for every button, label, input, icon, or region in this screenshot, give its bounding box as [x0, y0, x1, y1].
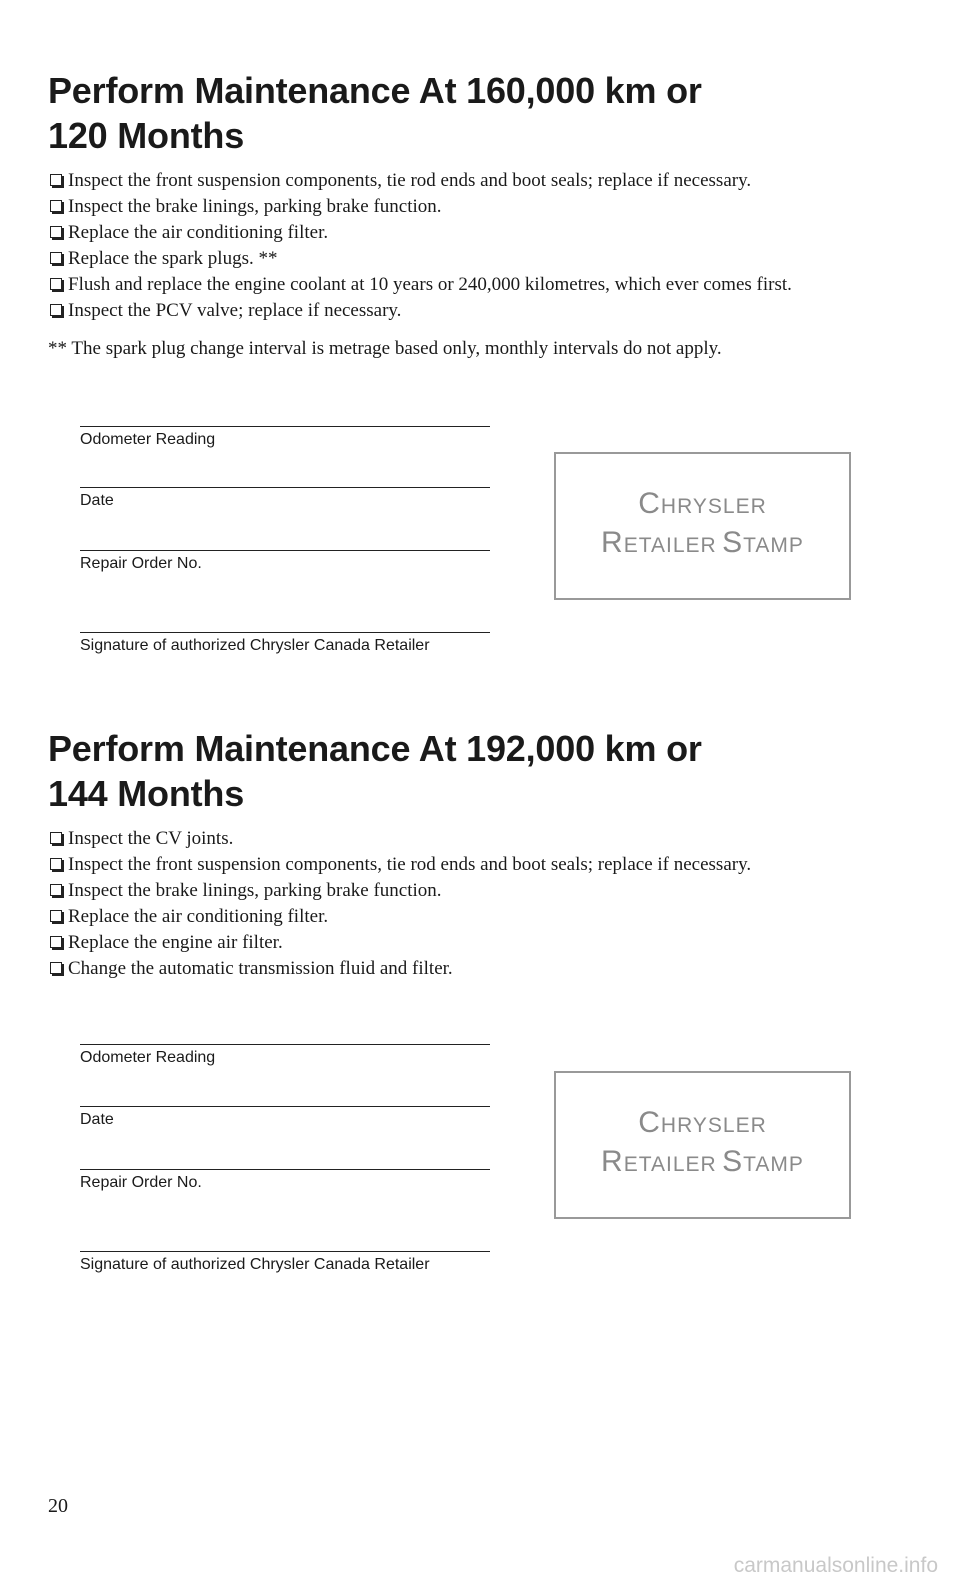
page-number: 20 — [48, 1495, 68, 1517]
checklist — [48, 168, 928, 324]
checklist — [48, 826, 928, 982]
signature-line — [80, 632, 490, 633]
checklist-item: Inspect the front suspension components, tie rod ends and boot seals; replace if necessary. — [48, 168, 928, 194]
checkbox-icon[interactable] — [50, 832, 62, 844]
checklist-item: Inspect the front suspension components, tie rod ends and boot seals; replace if necessary. — [48, 852, 928, 878]
odometer-field[interactable]: Odometer Reading — [80, 426, 490, 449]
checkbox-icon[interactable] — [50, 962, 62, 974]
section-title: Perform Maintenance At 160,000 km or 120 Months — [48, 70, 702, 156]
repair-order-field[interactable]: Repair Order No. — [80, 1169, 490, 1192]
checklist-item: Replace the air conditioning filter. — [48, 904, 928, 930]
footnote: ** The spark plug change interval is metrage based only, monthly intervals do not apply. — [48, 338, 722, 359]
checklist-item: Change the automatic transmission fluid and filter. — [48, 956, 928, 982]
maintenance-section-160000 — [48, 68, 928, 362]
signature-line — [80, 1169, 490, 1170]
checklist-item: Inspect the brake linings, parking brake function. — [48, 878, 928, 904]
signature-line — [80, 1106, 490, 1107]
retailer-stamp-box: CHRYSLER RETAILER STAMP — [554, 1071, 851, 1219]
signature-line — [80, 426, 490, 427]
checkbox-icon[interactable] — [50, 226, 62, 238]
checklist-item: Replace the air conditioning filter. — [48, 220, 928, 246]
watermark: carmanualsonline.info — [733, 1554, 938, 1577]
signature-line — [80, 1251, 490, 1252]
checkbox-icon[interactable] — [50, 884, 62, 896]
checkbox-icon[interactable] — [50, 910, 62, 922]
odometer-field[interactable]: Odometer Reading — [80, 1044, 490, 1067]
checkbox-icon[interactable] — [50, 252, 62, 264]
date-field[interactable]: Date — [80, 487, 490, 510]
signature-field[interactable]: Signature of authorized Chrysler Canada Retailer — [80, 632, 490, 655]
checkbox-icon[interactable] — [50, 858, 62, 870]
checklist-item: Replace the engine air filter. — [48, 930, 928, 956]
checkbox-icon[interactable] — [50, 936, 62, 948]
checklist-item: Inspect the brake linings, parking brake function. — [48, 194, 928, 220]
checklist-item: Replace the spark plugs. ** — [48, 246, 928, 272]
signature-field[interactable]: Signature of authorized Chrysler Canada Retailer — [80, 1251, 490, 1274]
checkbox-icon[interactable] — [50, 200, 62, 212]
retailer-stamp-box: CHRYSLER RETAILER STAMP — [554, 452, 851, 600]
repair-order-field[interactable]: Repair Order No. — [80, 550, 490, 573]
checklist-item: Flush and replace the engine coolant at 10 years or 240,000 kilometres, which ever comes first. — [48, 272, 928, 298]
checkbox-icon[interactable] — [50, 304, 62, 316]
maintenance-section-192000 — [48, 726, 928, 982]
checkbox-icon[interactable] — [50, 278, 62, 290]
checkbox-icon[interactable] — [50, 174, 62, 186]
section-title: Perform Maintenance At 192,000 km or 144 Months — [48, 728, 702, 814]
signature-line — [80, 487, 490, 488]
signature-line — [80, 550, 490, 551]
signature-line — [80, 1044, 490, 1045]
checklist-item: Inspect the PCV valve; replace if necessary. — [48, 298, 928, 324]
date-field[interactable]: Date — [80, 1106, 490, 1129]
checklist-item: Inspect the CV joints. — [48, 826, 928, 852]
